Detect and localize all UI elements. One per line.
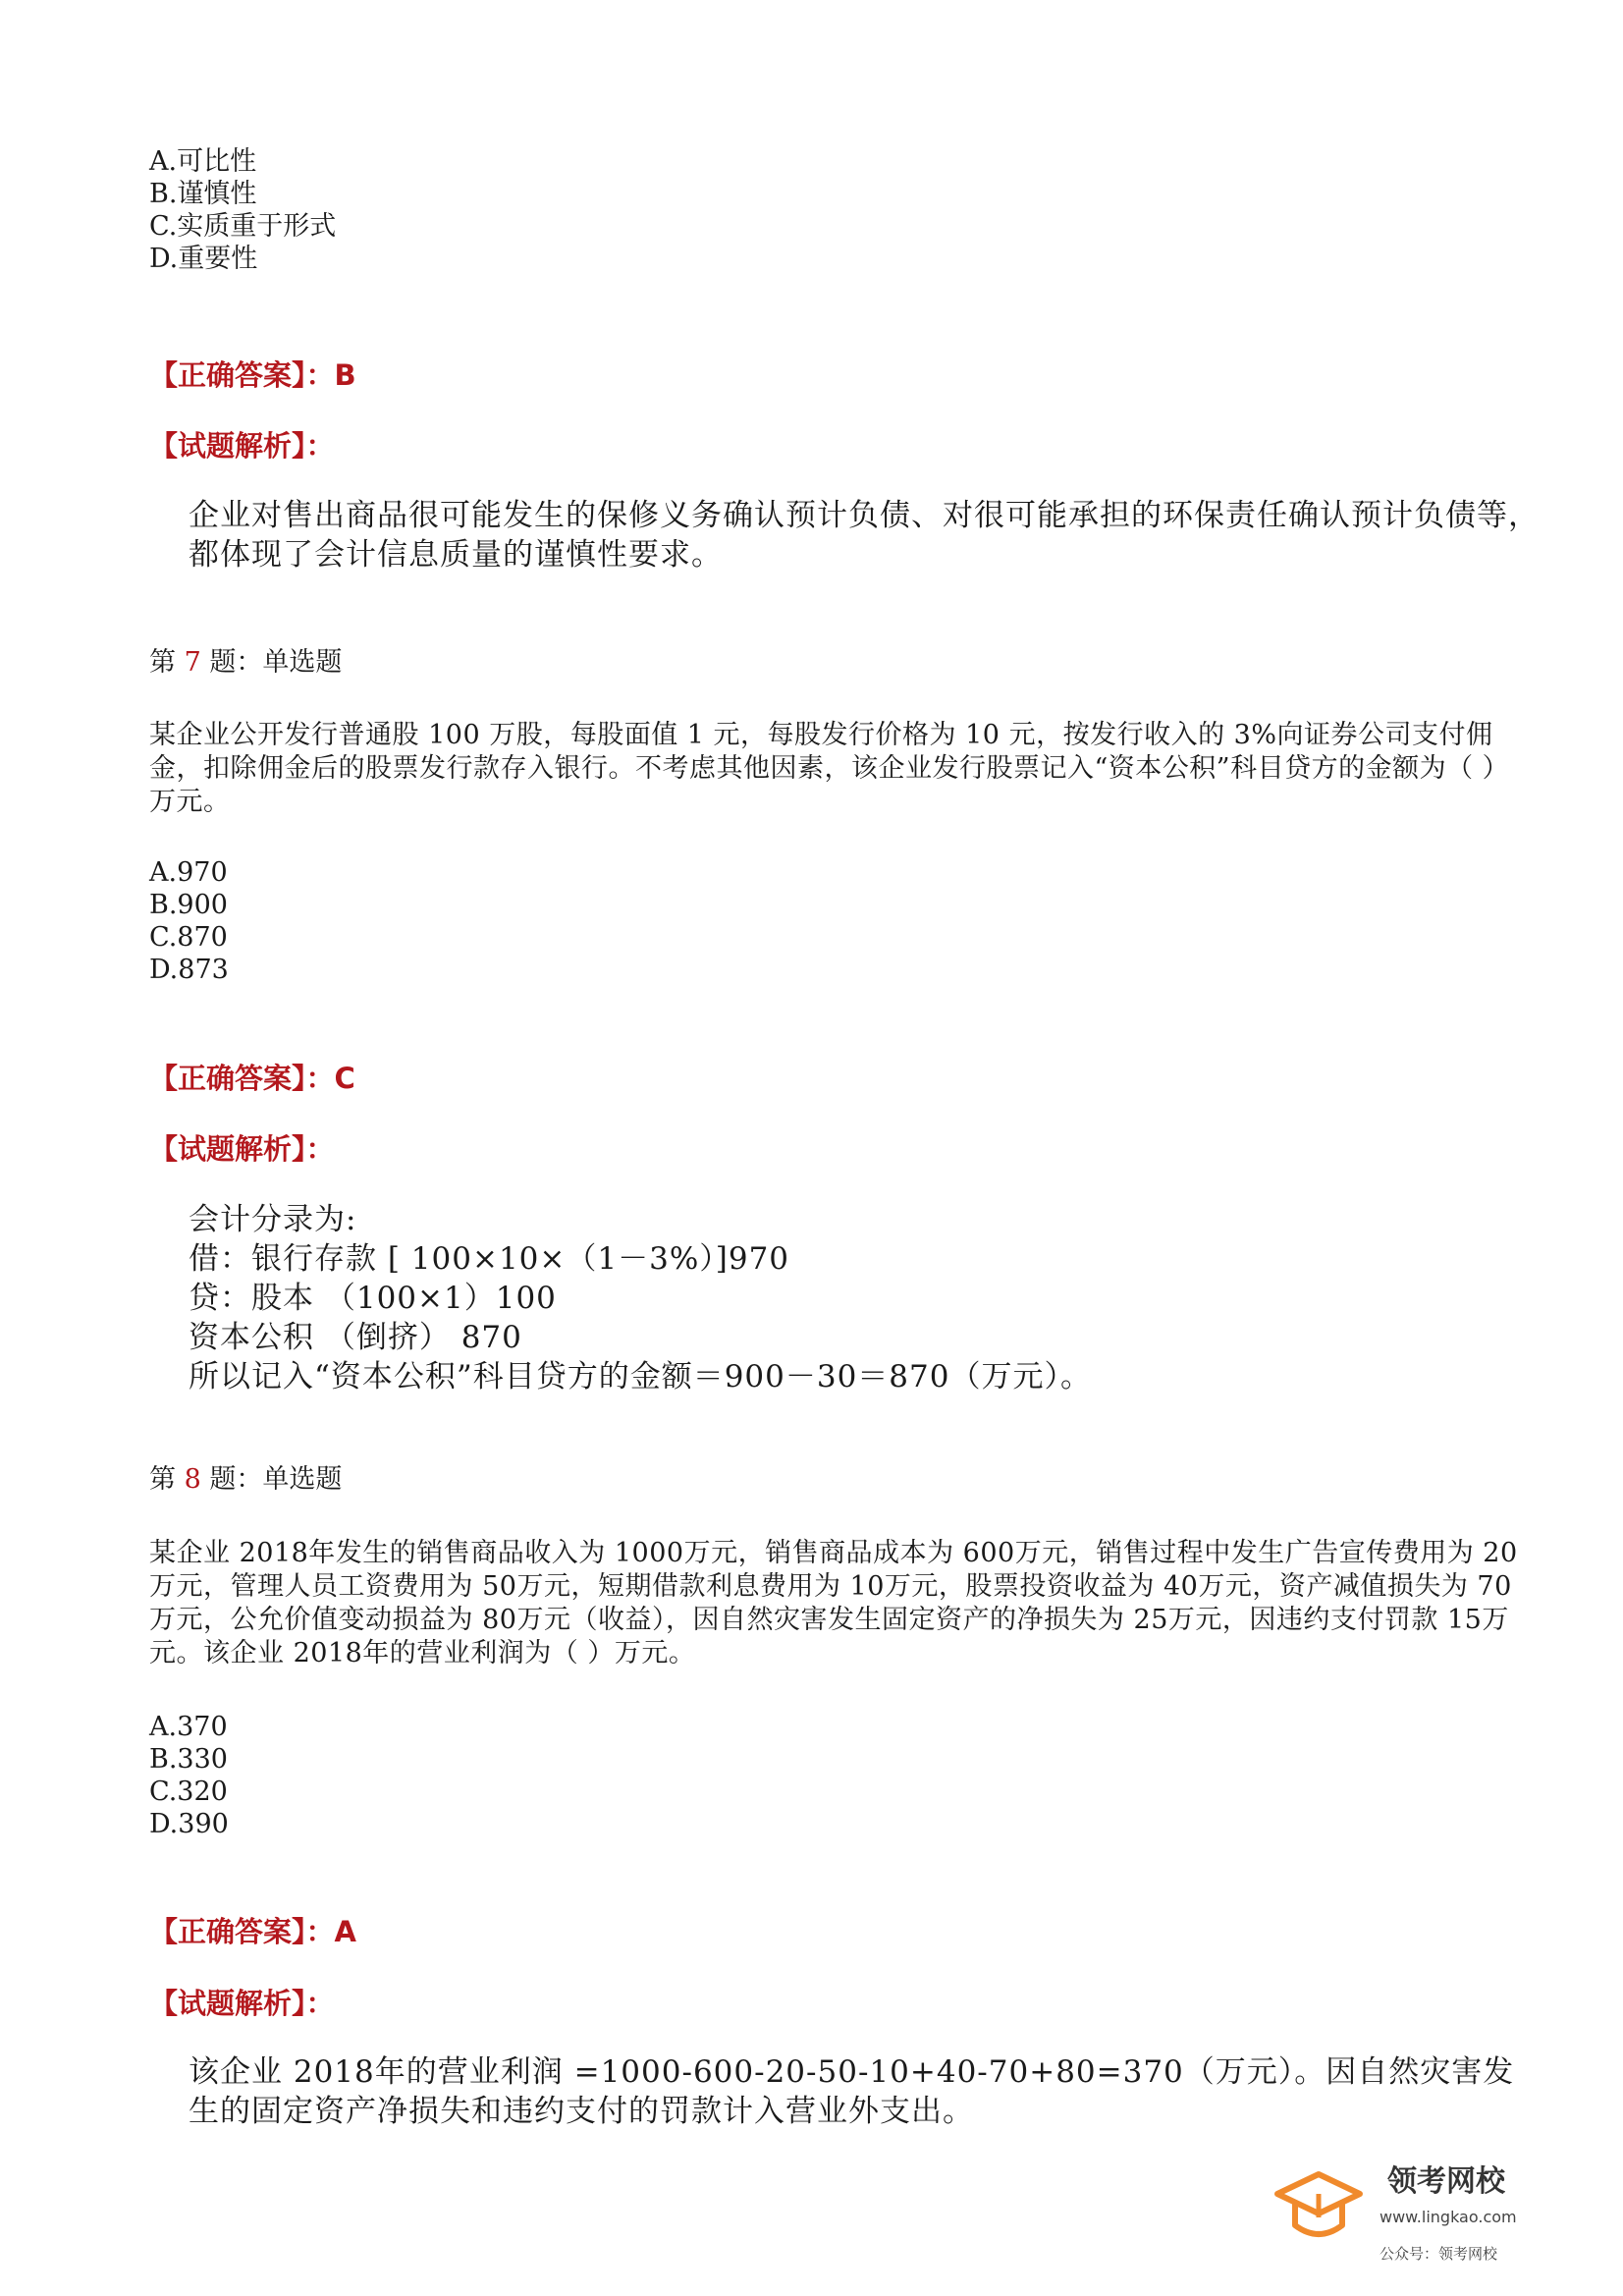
- q6-option-b: B.谨慎性: [149, 179, 257, 209]
- q8-analysis: 该企业 2018年的营业利润 =1000-600-20-50-10+40-70+80=370（万元）。因自然灾害发生的固定资产净损失和违约支付的罚款计入营业外支出。: [189, 2054, 1515, 2129]
- q6-analysis: 企业对售出商品很可能发生的保修义务确认预计负债、对很可能承担的环保责任确认预计负债等，都体现了会计信息质量的谨慎性要求。: [189, 498, 1540, 573]
- q8-stem: 某企业 2018年发生的销售商品收入为 1000万元，销售商品成本为 600万元，销售过程中发生广告宣传费用为 20万元，管理人员工资费用为 50万元，短期借款利息费用为 10万元，股票投资收益为 40万元，资产减值损失为 70万元，公允价值变动损益为 80万元（收益），因自然灾害发生固定资产的净损失为 25万元，因违约支付罚款 15万元。该企业 2018年的营业利润为（ ）万元。: [149, 1538, 1518, 1668]
- answer-value: C: [334, 1062, 355, 1095]
- answer-value: A: [334, 1915, 356, 1948]
- q7-answer: [149, 1057, 355, 1097]
- q7-option-a: A.970: [149, 857, 228, 888]
- q7-header: [149, 646, 342, 680]
- q7-option-d: D.873: [149, 955, 229, 985]
- logo-name: 领考网校: [1387, 2164, 1505, 2199]
- q7-prefix: 第: [149, 647, 176, 678]
- answer-value: B: [334, 358, 356, 392]
- q7-option-b: B.900: [149, 890, 228, 920]
- logo-public-account: 公众号：领考网校: [1380, 2245, 1498, 2263]
- analysis-line: 贷：股本 （100×1）100: [189, 1281, 557, 1316]
- q6-option-d: D.重要性: [149, 244, 258, 274]
- q8-option-a: A.370: [149, 1712, 228, 1742]
- q8-options: [149, 1711, 229, 1840]
- analysis-line: 所以记入“资本公积”科目贷方的金额＝900－30＝870（万元）。: [189, 1359, 1092, 1394]
- q6-analysis-label: 【试题解析】：: [149, 429, 335, 463]
- q6-option-c: C.实质重于形式: [149, 211, 337, 242]
- q8-option-d: D.390: [149, 1809, 229, 1839]
- q8-answer: [149, 1910, 356, 1950]
- answer-label: 【正确答案】：: [149, 1915, 335, 1948]
- q8-header: [149, 1463, 342, 1497]
- graduation-cap-icon: [1270, 2157, 1368, 2255]
- brand-logo: [1270, 2149, 1564, 2276]
- q8-option-c: C.320: [149, 1777, 228, 1807]
- q6-option-a: A.可比性: [149, 146, 257, 177]
- q6-options: [149, 145, 336, 275]
- q8-analysis-label: 【试题解析】：: [149, 1987, 335, 2020]
- answer-label: 【正确答案】：: [149, 358, 335, 392]
- q7-number: 7: [184, 647, 201, 678]
- q7-options: [149, 856, 229, 986]
- q7-analysis: [189, 1200, 1543, 1396]
- q8-option-b: B.330: [149, 1744, 228, 1775]
- q7-option-c: C.870: [149, 922, 228, 953]
- analysis-line: 借：银行存款 [ 100×10×（1－3%）]970: [189, 1241, 790, 1277]
- q7-stem: 某企业公开发行普通股 100 万股，每股面值 1 元，每股发行价格为 10 元，按发行收入的 3%向证券公司支付佣金，扣除佣金后的股票发行款存入银行。不考虑其他因素，该企业发行股票记入“资本公积”科目贷方的金额为（ ）万元。: [149, 720, 1510, 817]
- q8-prefix: 第: [149, 1464, 176, 1495]
- q7-analysis-label: 【试题解析】：: [149, 1132, 335, 1166]
- q8-number: 8: [184, 1464, 201, 1495]
- q7-type: 题：单选题: [209, 647, 343, 678]
- q8-type: 题：单选题: [209, 1464, 343, 1495]
- analysis-line: 资本公积 （倒挤） 870: [189, 1320, 522, 1355]
- q6-answer: [149, 354, 356, 394]
- analysis-line: 会计分录为:: [189, 1202, 357, 1237]
- answer-label: 【正确答案】：: [149, 1062, 335, 1095]
- logo-url: www.lingkao.com: [1380, 2208, 1517, 2226]
